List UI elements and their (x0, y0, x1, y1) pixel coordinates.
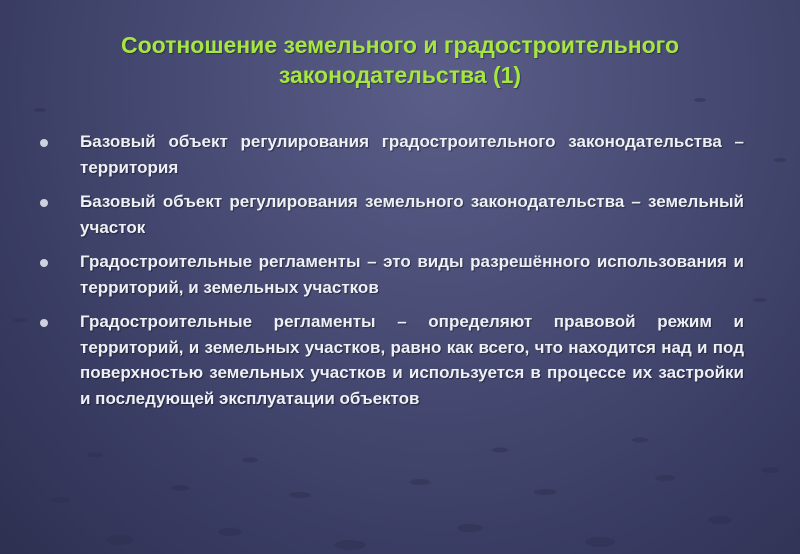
bullet-item (38, 309, 744, 411)
bullet-text: Градостроительные регламенты – определяют правовой режим и территорий, и земельных участков, равно как всего, что находится над и под поверхностью земельных участков и используется в процессе их застройки и последующей эксплуатации объектов (80, 312, 744, 408)
bullet-list (38, 129, 744, 420)
bullet-text: Базовый объект регулирования градостроительного законодательства – территория (80, 132, 744, 177)
slide-title: Соотношение земельного и градостроительного законодательства (1) (120, 32, 679, 88)
bullet-dot-icon (40, 199, 48, 207)
bullet-dot-icon (40, 259, 48, 267)
bullet-item (38, 249, 744, 300)
bullet-item (38, 189, 744, 240)
bullet-item (38, 129, 744, 180)
bullet-dot-icon (40, 319, 48, 327)
bullet-text: Базовый объект регулирования земельного законодательства – земельный участок (80, 192, 744, 237)
bullet-text: Градостроительные регламенты – это виды разрешённого использования и территорий, и земельных участков (80, 252, 744, 297)
bullet-dot-icon (40, 139, 48, 147)
